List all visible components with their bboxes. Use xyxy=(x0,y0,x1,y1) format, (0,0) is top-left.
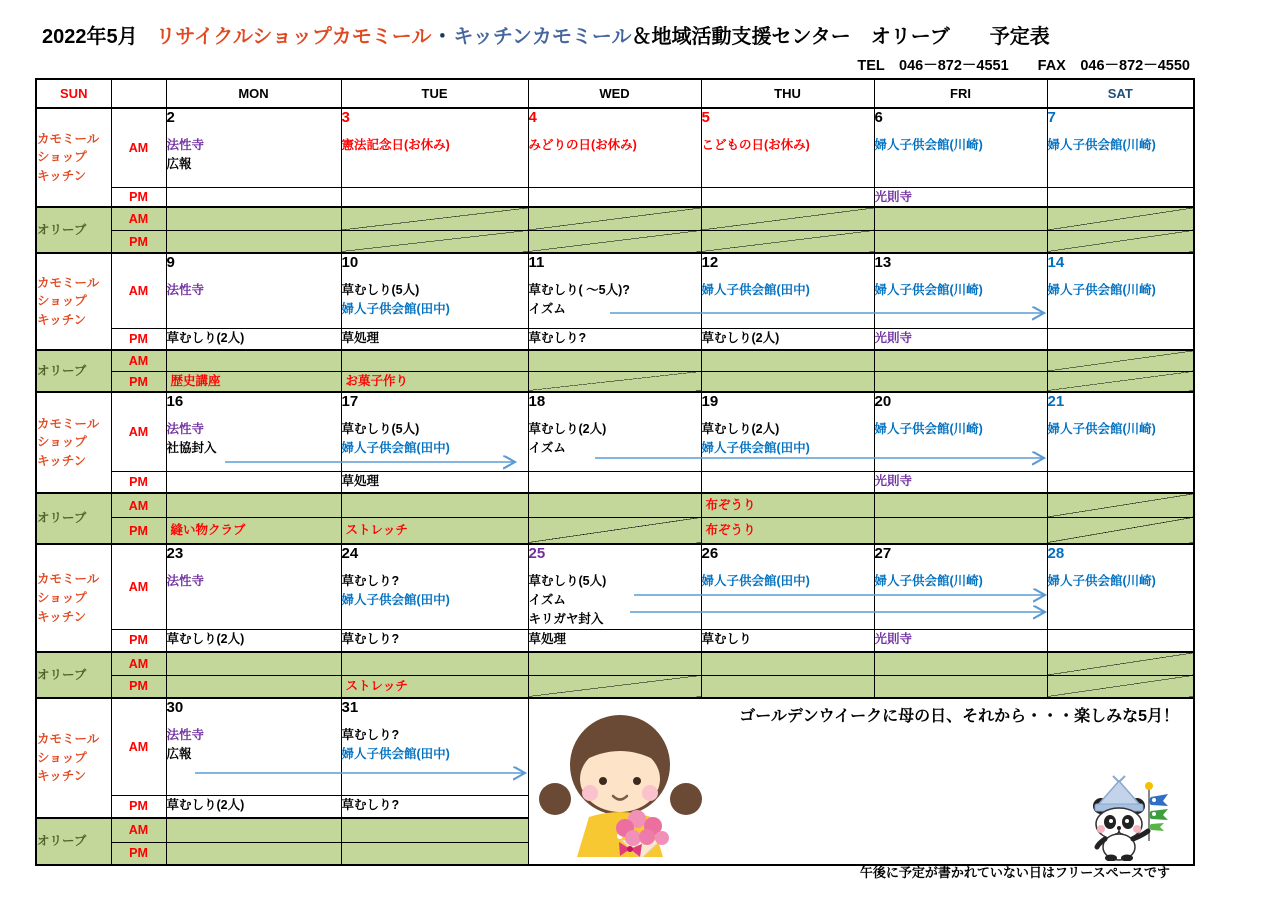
day-cell-11-pm xyxy=(528,328,701,350)
day-cell-12-am xyxy=(701,253,874,328)
event: 法性寺 xyxy=(166,138,205,152)
olive-am-cell-24 xyxy=(341,652,528,675)
event: 法性寺 xyxy=(166,574,205,589)
day-header-mon: MON xyxy=(166,79,341,108)
event: みどりの日(お休み) xyxy=(528,138,637,152)
panda-koinobori-illustration xyxy=(1079,775,1171,861)
event: 婦人子供会館(田中) xyxy=(701,441,810,455)
day-number: 13 xyxy=(874,254,892,272)
day-cell-4-pm xyxy=(528,187,701,207)
olive-pm-cell-9 xyxy=(166,371,341,392)
day-number: 17 xyxy=(341,393,359,411)
olive-event: ストレッチ xyxy=(345,523,408,538)
olive-event: ストレッチ xyxy=(345,679,408,694)
olive-event: 布ぞうり xyxy=(705,498,756,513)
event: 光則寺 xyxy=(874,330,913,345)
event: 婦人子供会館(田中) xyxy=(341,746,450,761)
group-label-olive: オリーブ xyxy=(36,652,111,698)
day-number: 26 xyxy=(701,545,719,563)
day-number: 19 xyxy=(701,393,719,411)
day-cell-23-am xyxy=(166,544,341,629)
olive-pm-cell-31 xyxy=(341,842,528,865)
olive-am-cell-28 xyxy=(1047,652,1194,675)
day-number: 16 xyxy=(166,393,184,411)
olive-am-cell-2 xyxy=(166,207,341,230)
day-cell-7-pm xyxy=(1047,187,1194,207)
day-cell-3-am xyxy=(341,108,528,187)
event: イズム xyxy=(528,302,566,316)
olive-pm-cell-30 xyxy=(166,842,341,865)
am-label: AM xyxy=(111,652,166,675)
event: 法性寺 xyxy=(166,283,205,298)
day-header-fri: FRI xyxy=(874,79,1047,108)
pm-label: PM xyxy=(111,371,166,392)
event: 草むしり(2人) xyxy=(166,631,245,646)
olive-am-cell-11 xyxy=(528,350,701,371)
holiday-message-cell xyxy=(528,698,1194,865)
day-cell-7-am xyxy=(1047,108,1194,187)
event: 草むしり? xyxy=(341,574,400,589)
day-cell-19-pm xyxy=(701,471,874,493)
olive-pm-cell-21 xyxy=(1047,517,1194,544)
day-cell-5-pm xyxy=(701,187,874,207)
day-number: 12 xyxy=(701,254,719,272)
day-cell-21-am xyxy=(1047,392,1194,471)
day-cell-17-pm xyxy=(341,471,528,493)
day-cell-31-am xyxy=(341,698,528,795)
day-cell-2-pm xyxy=(166,187,341,207)
olive-am-cell-25 xyxy=(528,652,701,675)
olive-pm-cell-20 xyxy=(874,517,1047,544)
day-number: 11 xyxy=(528,254,545,272)
olive-pm-cell-3 xyxy=(341,230,528,253)
day-number: 2 xyxy=(166,109,175,126)
corner-cell xyxy=(111,79,166,108)
event: 草むしり? xyxy=(341,728,400,742)
am-label: AM xyxy=(111,207,166,230)
event: 婦人子供会館(川崎) xyxy=(1047,422,1156,437)
olive-am-cell-5 xyxy=(701,207,874,230)
event: 草むしり(2人) xyxy=(166,797,245,812)
event: 光則寺 xyxy=(874,631,913,646)
olive-am-cell-21 xyxy=(1047,493,1194,517)
event: 婦人子供会館(田中) xyxy=(701,283,810,298)
pm-label: PM xyxy=(111,471,166,493)
pm-label: PM xyxy=(111,629,166,652)
group-label-olive: オリーブ xyxy=(36,207,111,253)
olive-pm-cell-28 xyxy=(1047,675,1194,698)
day-header-tue: TUE xyxy=(341,79,528,108)
am-label: AM xyxy=(111,544,166,629)
olive-pm-cell-24 xyxy=(341,675,528,698)
olive-pm-cell-7 xyxy=(1047,230,1194,253)
olive-pm-cell-11 xyxy=(528,371,701,392)
am-label: AM xyxy=(111,392,166,471)
day-cell-30-am xyxy=(166,698,341,795)
event: 草むしり(2人) xyxy=(701,422,780,437)
event: 草むしり( ～5人)? xyxy=(528,283,630,298)
title-center-name: ＆地域活動支援センター オリーブ 予定表 xyxy=(631,26,1050,48)
olive-am-cell-12 xyxy=(701,350,874,371)
day-cell-28-am xyxy=(1047,544,1194,629)
event: 草むしり(5人) xyxy=(528,574,607,589)
olive-am-cell-10 xyxy=(341,350,528,371)
event: 広報 xyxy=(166,746,192,761)
day-number: 21 xyxy=(1047,393,1065,411)
olive-pm-cell-23 xyxy=(166,675,341,698)
day-cell-9-am xyxy=(166,253,341,328)
olive-am-cell-19 xyxy=(701,493,874,517)
event: 光則寺 xyxy=(874,189,913,204)
day-cell-20-pm xyxy=(874,471,1047,493)
olive-pm-cell-2 xyxy=(166,230,341,253)
event: 社協封入 xyxy=(166,441,217,455)
event: 婦人子供会館(川崎) xyxy=(874,574,983,589)
day-number: 24 xyxy=(341,545,359,563)
olive-pm-cell-25 xyxy=(528,675,701,698)
schedule-table xyxy=(35,78,1195,866)
day-cell-18-am xyxy=(528,392,701,471)
group-label-olive: オリーブ xyxy=(36,493,111,544)
day-header-sat: SAT xyxy=(1047,79,1194,108)
olive-event: お菓子作り xyxy=(345,374,409,389)
olive-am-cell-9 xyxy=(166,350,341,371)
day-number: 9 xyxy=(166,254,175,272)
schedule-table-area xyxy=(35,78,1193,861)
olive-am-cell-14 xyxy=(1047,350,1194,371)
day-cell-24-am xyxy=(341,544,528,629)
day-cell-28-pm xyxy=(1047,629,1194,652)
group-label-olive: オリーブ xyxy=(36,350,111,392)
day-cell-5-am xyxy=(701,108,874,187)
event: こどもの日(お休み) xyxy=(701,138,810,152)
day-cell-14-am xyxy=(1047,253,1194,328)
page-title xyxy=(42,20,1050,49)
contact-info: TEL 046－872－4551 FAX 046－872－4550 xyxy=(857,58,1190,74)
olive-am-cell-23 xyxy=(166,652,341,675)
day-cell-26-pm xyxy=(701,629,874,652)
day-number: 5 xyxy=(701,109,710,126)
pm-label: PM xyxy=(111,328,166,350)
event: 婦人子供会館(川崎) xyxy=(874,422,983,437)
day-number: 14 xyxy=(1047,254,1065,272)
event: 光則寺 xyxy=(874,473,913,488)
day-cell-14-pm xyxy=(1047,328,1194,350)
day-number: 30 xyxy=(166,699,184,716)
may-message: ゴールデンウイークに母の日、それから・・・楽しみな5月！ xyxy=(739,708,1179,725)
event: イズム xyxy=(528,441,566,455)
free-space-note: 午後に予定が書かれていない日はフリースペースです xyxy=(859,865,1170,880)
day-number: 3 xyxy=(341,109,350,126)
day-number: 28 xyxy=(1047,545,1065,563)
day-number: 20 xyxy=(874,393,892,411)
olive-pm-cell-18 xyxy=(528,517,701,544)
day-number: 6 xyxy=(874,109,883,126)
event: 広報 xyxy=(166,156,192,171)
may-message-area xyxy=(529,699,1194,864)
day-number: 18 xyxy=(528,393,546,411)
event: 草むしり? xyxy=(341,797,400,812)
event: 法性寺 xyxy=(166,728,205,742)
event: 草むしり(2人) xyxy=(166,330,245,345)
event: 草むしり(5人) xyxy=(341,283,420,298)
day-cell-17-am xyxy=(341,392,528,471)
olive-am-cell-26 xyxy=(701,652,874,675)
group-label-chamomile: カモミール ショップ キッチン xyxy=(36,108,111,207)
day-cell-25-am xyxy=(528,544,701,629)
day-cell-21-pm xyxy=(1047,471,1194,493)
day-cell-13-am xyxy=(874,253,1047,328)
day-cell-9-pm xyxy=(166,328,341,350)
am-label: AM xyxy=(111,818,166,842)
day-cell-25-pm xyxy=(528,629,701,652)
day-number: 25 xyxy=(528,545,546,563)
day-cell-31-pm xyxy=(341,795,528,818)
olive-event: 歴史講座 xyxy=(170,374,221,389)
olive-am-cell-13 xyxy=(874,350,1047,371)
group-label-chamomile: カモミール ショップ キッチン xyxy=(36,698,111,818)
event: 草むしり xyxy=(701,631,752,646)
day-cell-13-pm xyxy=(874,328,1047,350)
event: 婦人子供会館(川崎) xyxy=(1047,138,1156,152)
day-cell-10-pm xyxy=(341,328,528,350)
day-cell-18-pm xyxy=(528,471,701,493)
olive-am-cell-6 xyxy=(874,207,1047,230)
group-label-chamomile: カモミール ショップ キッチン xyxy=(36,544,111,652)
am-label: AM xyxy=(111,493,166,517)
olive-pm-cell-6 xyxy=(874,230,1047,253)
group-label-olive: オリーブ xyxy=(36,818,111,865)
title-month: 2022年5月 xyxy=(42,26,138,48)
day-cell-27-am xyxy=(874,544,1047,629)
olive-pm-cell-16 xyxy=(166,517,341,544)
day-number: 10 xyxy=(341,254,359,272)
olive-pm-cell-13 xyxy=(874,371,1047,392)
olive-am-cell-18 xyxy=(528,493,701,517)
day-number: 4 xyxy=(528,109,537,126)
olive-am-cell-7 xyxy=(1047,207,1194,230)
title-kitchen-shop: キッチンカモミール xyxy=(453,26,632,48)
event: 草むしり? xyxy=(528,330,587,345)
event: 草むしり(2人) xyxy=(701,330,780,345)
day-cell-6-am xyxy=(874,108,1047,187)
olive-pm-cell-17 xyxy=(341,517,528,544)
am-label: AM xyxy=(111,698,166,795)
day-header-thu: THU xyxy=(701,79,874,108)
event: 婦人子供会館(田中) xyxy=(341,302,450,316)
olive-pm-cell-19 xyxy=(701,517,874,544)
pm-label: PM xyxy=(111,230,166,253)
day-cell-23-pm xyxy=(166,629,341,652)
day-cell-12-pm xyxy=(701,328,874,350)
event: 草むしり(2人) xyxy=(528,422,607,437)
pm-label: PM xyxy=(111,187,166,207)
day-cell-19-am xyxy=(701,392,874,471)
day-cell-10-am xyxy=(341,253,528,328)
event: 草処理 xyxy=(341,330,380,345)
day-number: 31 xyxy=(341,699,359,716)
event: 草処理 xyxy=(341,473,380,488)
day-cell-30-pm xyxy=(166,795,341,818)
day-cell-16-am xyxy=(166,392,341,471)
day-cell-26-am xyxy=(701,544,874,629)
olive-am-cell-20 xyxy=(874,493,1047,517)
title-separator: ・ xyxy=(432,26,453,48)
event: 婦人子供会館(川崎) xyxy=(874,138,983,152)
pm-label: PM xyxy=(111,675,166,698)
olive-am-cell-31 xyxy=(341,818,528,842)
olive-event: 縫い物クラブ xyxy=(170,523,246,538)
title-recycle-shop: リサイクルショップカモミール xyxy=(155,26,432,48)
group-label-chamomile: カモミール ショップ キッチン xyxy=(36,392,111,493)
am-label: AM xyxy=(111,253,166,328)
olive-am-cell-3 xyxy=(341,207,528,230)
pm-label: PM xyxy=(111,517,166,544)
event: 婦人子供会館(川崎) xyxy=(1047,283,1156,298)
event: イズム xyxy=(528,593,566,607)
am-label: AM xyxy=(111,108,166,187)
event: 婦人子供会館(川崎) xyxy=(1047,574,1156,589)
day-cell-4-am xyxy=(528,108,701,187)
olive-am-cell-30 xyxy=(166,818,341,842)
event: 草処理 xyxy=(528,631,567,646)
day-header-wed: WED xyxy=(528,79,701,108)
olive-pm-cell-27 xyxy=(874,675,1047,698)
girl-with-bouquet-illustration xyxy=(533,707,708,857)
pm-label: PM xyxy=(111,795,166,818)
day-cell-2-am xyxy=(166,108,341,187)
day-cell-16-pm xyxy=(166,471,341,493)
am-label: AM xyxy=(111,350,166,371)
day-number: 7 xyxy=(1047,109,1056,126)
day-cell-3-pm xyxy=(341,187,528,207)
day-header-sun: SUN xyxy=(36,79,111,108)
olive-pm-cell-5 xyxy=(701,230,874,253)
day-cell-6-pm xyxy=(874,187,1047,207)
event: 婦人子供会館(田中) xyxy=(701,574,810,589)
olive-pm-cell-14 xyxy=(1047,371,1194,392)
day-cell-24-pm xyxy=(341,629,528,652)
group-label-chamomile: カモミール ショップ キッチン xyxy=(36,253,111,350)
day-number: 23 xyxy=(166,545,184,563)
event: 婦人子供会館(川崎) xyxy=(874,283,983,298)
day-number: 27 xyxy=(874,545,892,563)
olive-am-cell-4 xyxy=(528,207,701,230)
olive-pm-cell-12 xyxy=(701,371,874,392)
olive-am-cell-17 xyxy=(341,493,528,517)
pm-label: PM xyxy=(111,842,166,865)
event: 婦人子供会館(田中) xyxy=(341,593,450,607)
olive-pm-cell-4 xyxy=(528,230,701,253)
olive-am-cell-16 xyxy=(166,493,341,517)
event: 草むしり? xyxy=(341,631,400,646)
event: 法性寺 xyxy=(166,422,205,437)
olive-pm-cell-10 xyxy=(341,371,528,392)
event: 草むしり(5人) xyxy=(341,422,420,437)
olive-pm-cell-26 xyxy=(701,675,874,698)
olive-event: 布ぞうり xyxy=(705,523,756,538)
event: 婦人子供会館(田中) xyxy=(341,441,450,455)
day-cell-11-am xyxy=(528,253,701,328)
event: キリガヤ封入 xyxy=(528,611,604,626)
day-cell-20-am xyxy=(874,392,1047,471)
olive-am-cell-27 xyxy=(874,652,1047,675)
event: 憲法記念日(お休み) xyxy=(341,138,450,152)
day-cell-27-pm xyxy=(874,629,1047,652)
